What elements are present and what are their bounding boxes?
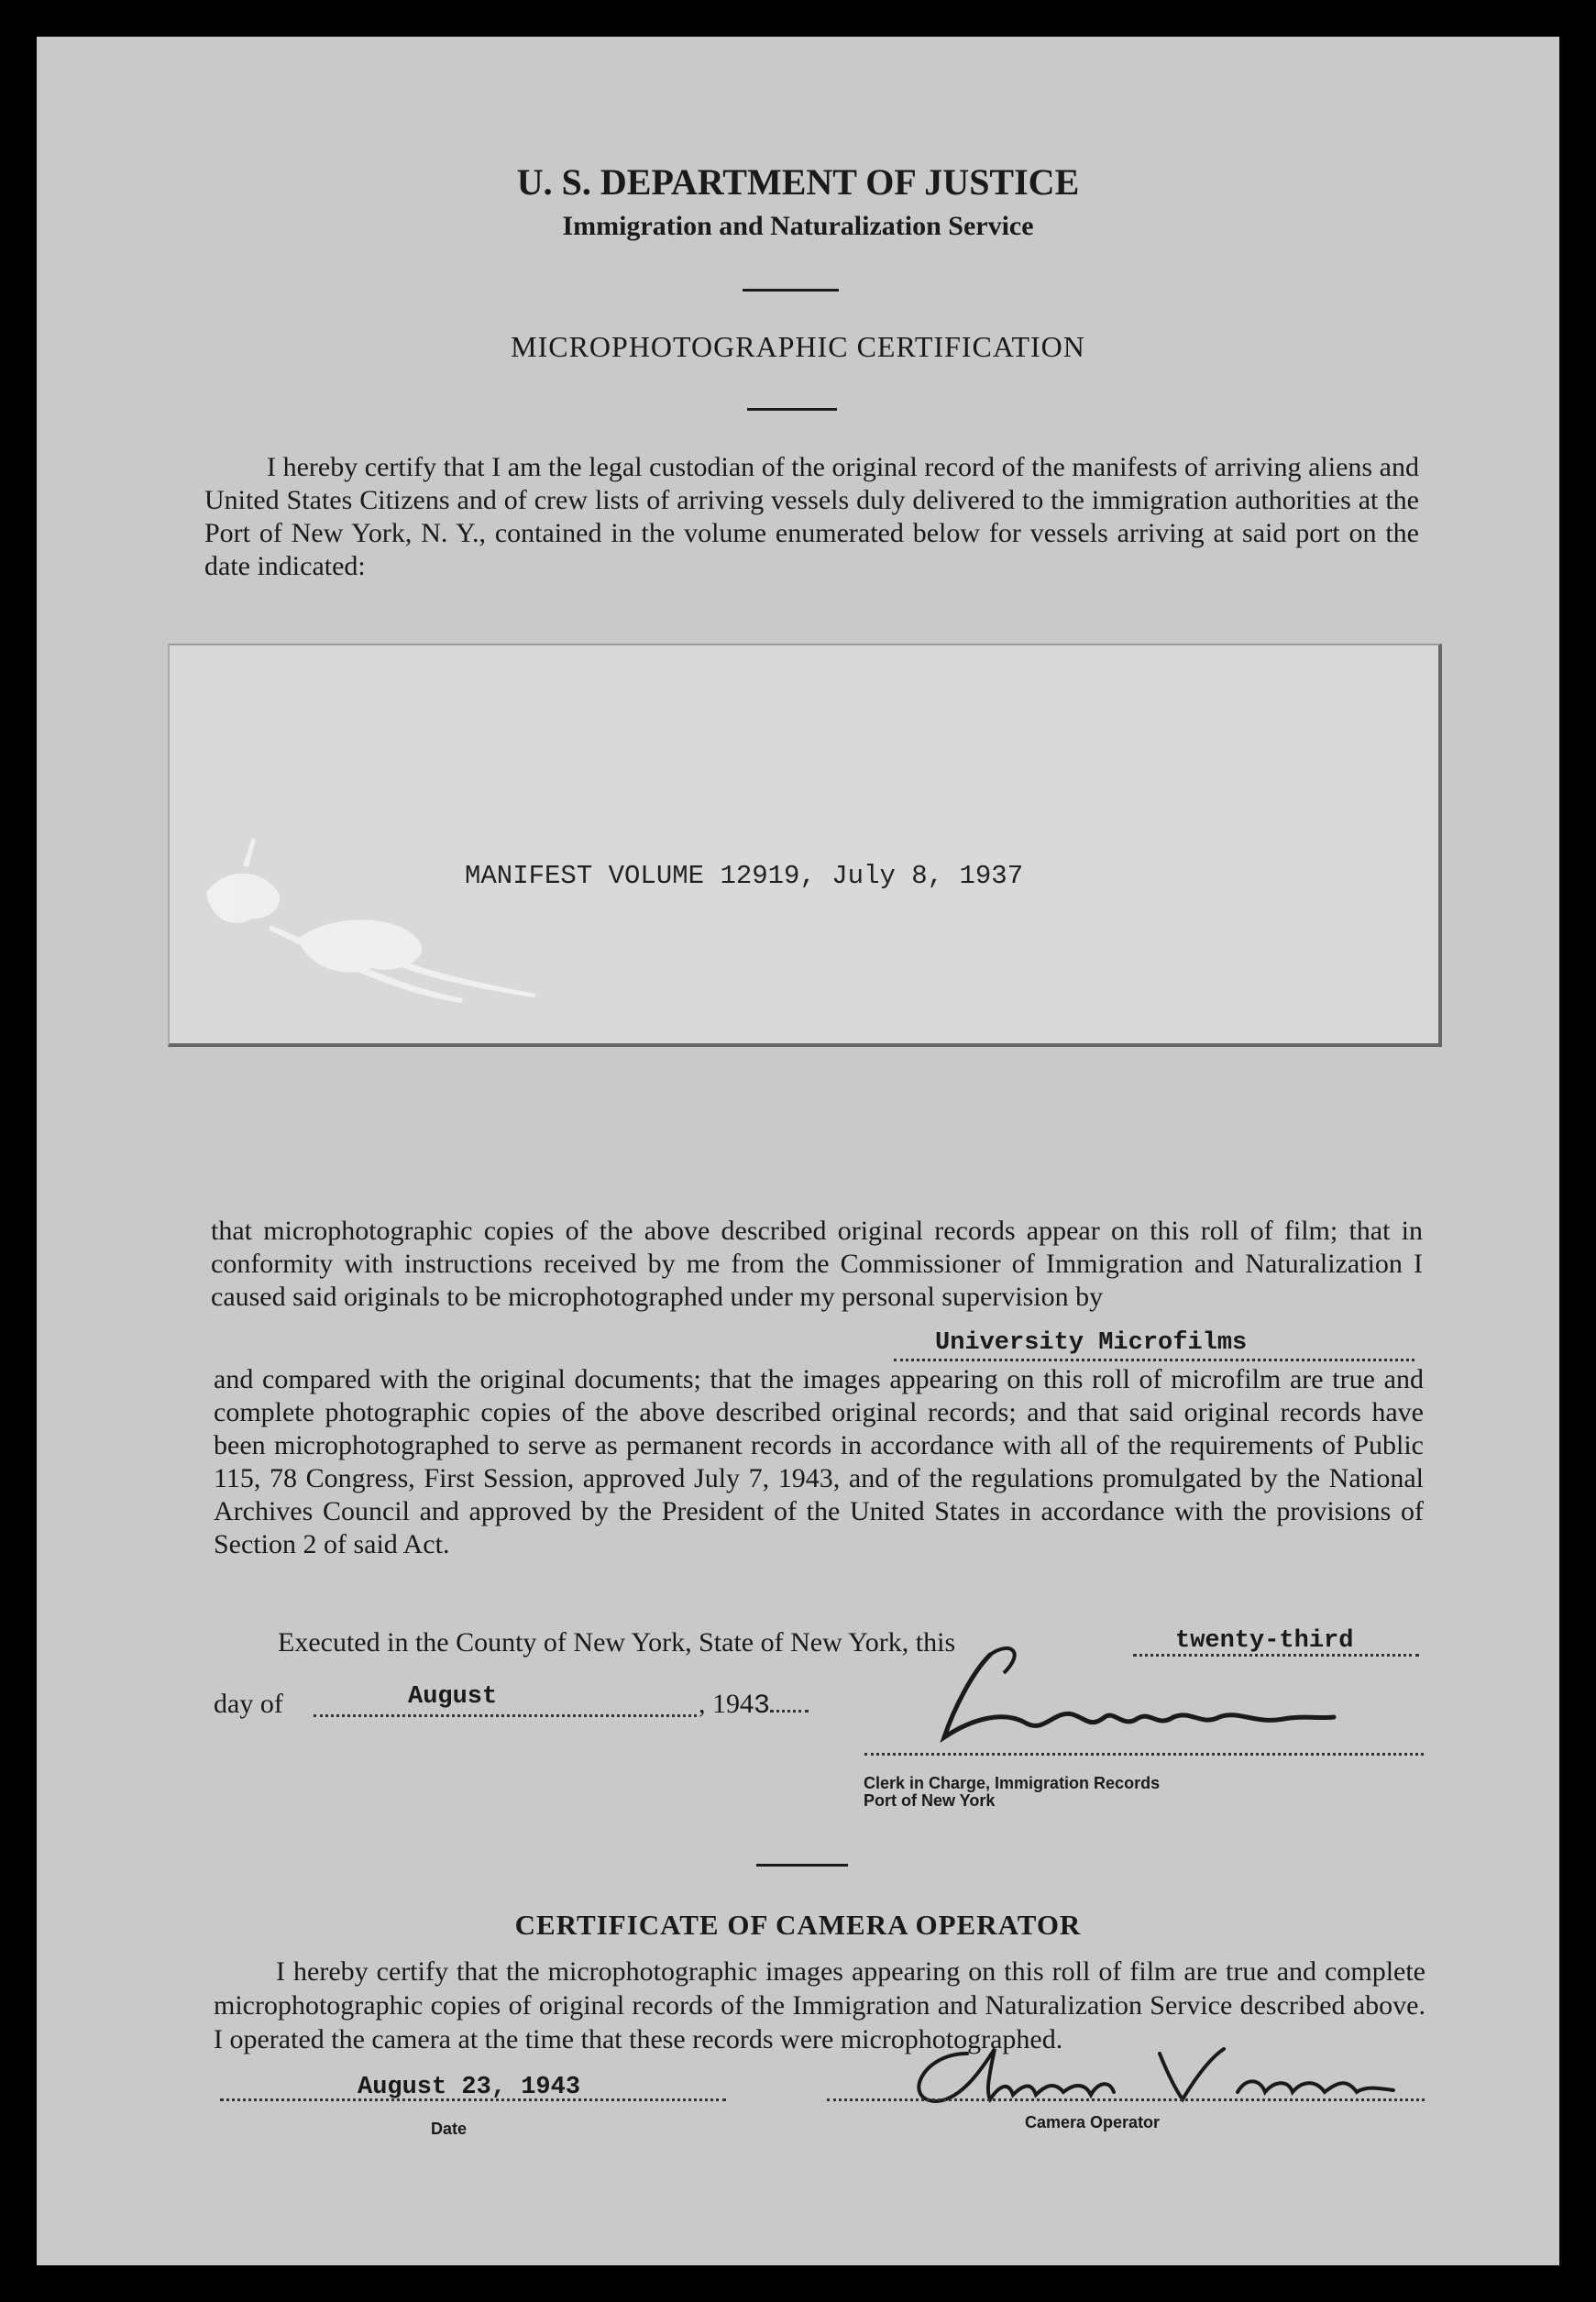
executed-text: Executed in the County of New York, State of New York, this — [278, 1627, 956, 1658]
certification-title: MICROPHOTOGRAPHIC CERTIFICATION — [511, 330, 1085, 363]
camera-date-value: August 23, 1943 — [358, 2074, 581, 2101]
clerk-signature-icon — [917, 1636, 1338, 1756]
month-dotted-line — [314, 1703, 697, 1717]
vendor-name: University Microfilms — [935, 1329, 1248, 1357]
body-paragraph-part2: and compared with the original documents; that the images appearing on this roll of microfilm are true and complete photographic copies of the above described original records; and that said original records have been microphotographed to serve as permanent records in accordance with all of the requirements of Public 115, 78 Congress, First Session, approved July 7, 1943, and of the regulations promulgated by the National Archives Council and approved by the President of the United States in accordance with the provisions of Section 2 of said Act. — [214, 1364, 1424, 1559]
divider-1 — [743, 289, 839, 292]
camera-date-label: Date — [431, 2120, 468, 2138]
operator-signature-icon — [885, 2035, 1398, 2118]
intro-paragraph: I hereby certify that I am the legal custodian of the original record of the manifests of arriving aliens and United States Citizens and of crew lists of arriving vessels duly delivered to the immigration authorities at the Port of New York, N. Y., contained in the volume enumerated below for vessels arriving at said port on the date indicated: — [204, 452, 1419, 581]
manifest-volume-text: MANIFEST VOLUME 12919, July 8, 1937 — [465, 861, 1024, 891]
department-title: U. S. DEPARTMENT OF JUSTICE — [516, 161, 1080, 203]
camera-operator-label: Camera Operator — [1025, 2113, 1161, 2131]
clerk-signature-dotted-line — [864, 1742, 1424, 1756]
executed-line — [278, 1627, 955, 1658]
camera-certificate-paragraph: I hereby certify that the microphotographic images appearing on this roll of film are true and complete microphotographic copies of original records of the Immigration and Naturalization Service described above. I operated the camera at the time that these records were microphotographed. — [214, 1956, 1425, 2054]
clerk-title: Clerk in Charge, Immigration Records — [864, 1774, 1161, 1792]
day-of-label: day of — [214, 1689, 283, 1719]
smudge-mark-icon — [188, 810, 628, 1012]
executed-day: twenty-third — [1175, 1627, 1354, 1655]
clerk-location: Port of New York — [864, 1791, 996, 1810]
year-trailing-dots — [770, 1697, 809, 1713]
body-text-before-vendor: that microphotographic copies of the above described original records appear on this roll of film; that in conformity with instructions received by me from the Commissioner of Immigration and Naturalization I caused said originals to be microphotographed under my personal supervision by — [211, 1216, 1423, 1312]
year-digit: 3 — [754, 1691, 771, 1722]
service-subtitle: Immigration and Naturalization Service — [562, 211, 1034, 241]
month: August — [408, 1683, 498, 1711]
manifest-volume-slip — [168, 644, 1442, 1047]
divider-3 — [756, 1864, 848, 1867]
divider-2 — [747, 408, 837, 411]
camera-certificate-title: CERTIFICATE OF CAMERA OPERATOR — [514, 1909, 1082, 1941]
certificate-page — [37, 37, 1559, 2265]
year-prefix: , 194 — [699, 1689, 754, 1719]
operator-signature-dotted-line — [827, 2087, 1425, 2101]
year-line — [699, 1689, 809, 1722]
